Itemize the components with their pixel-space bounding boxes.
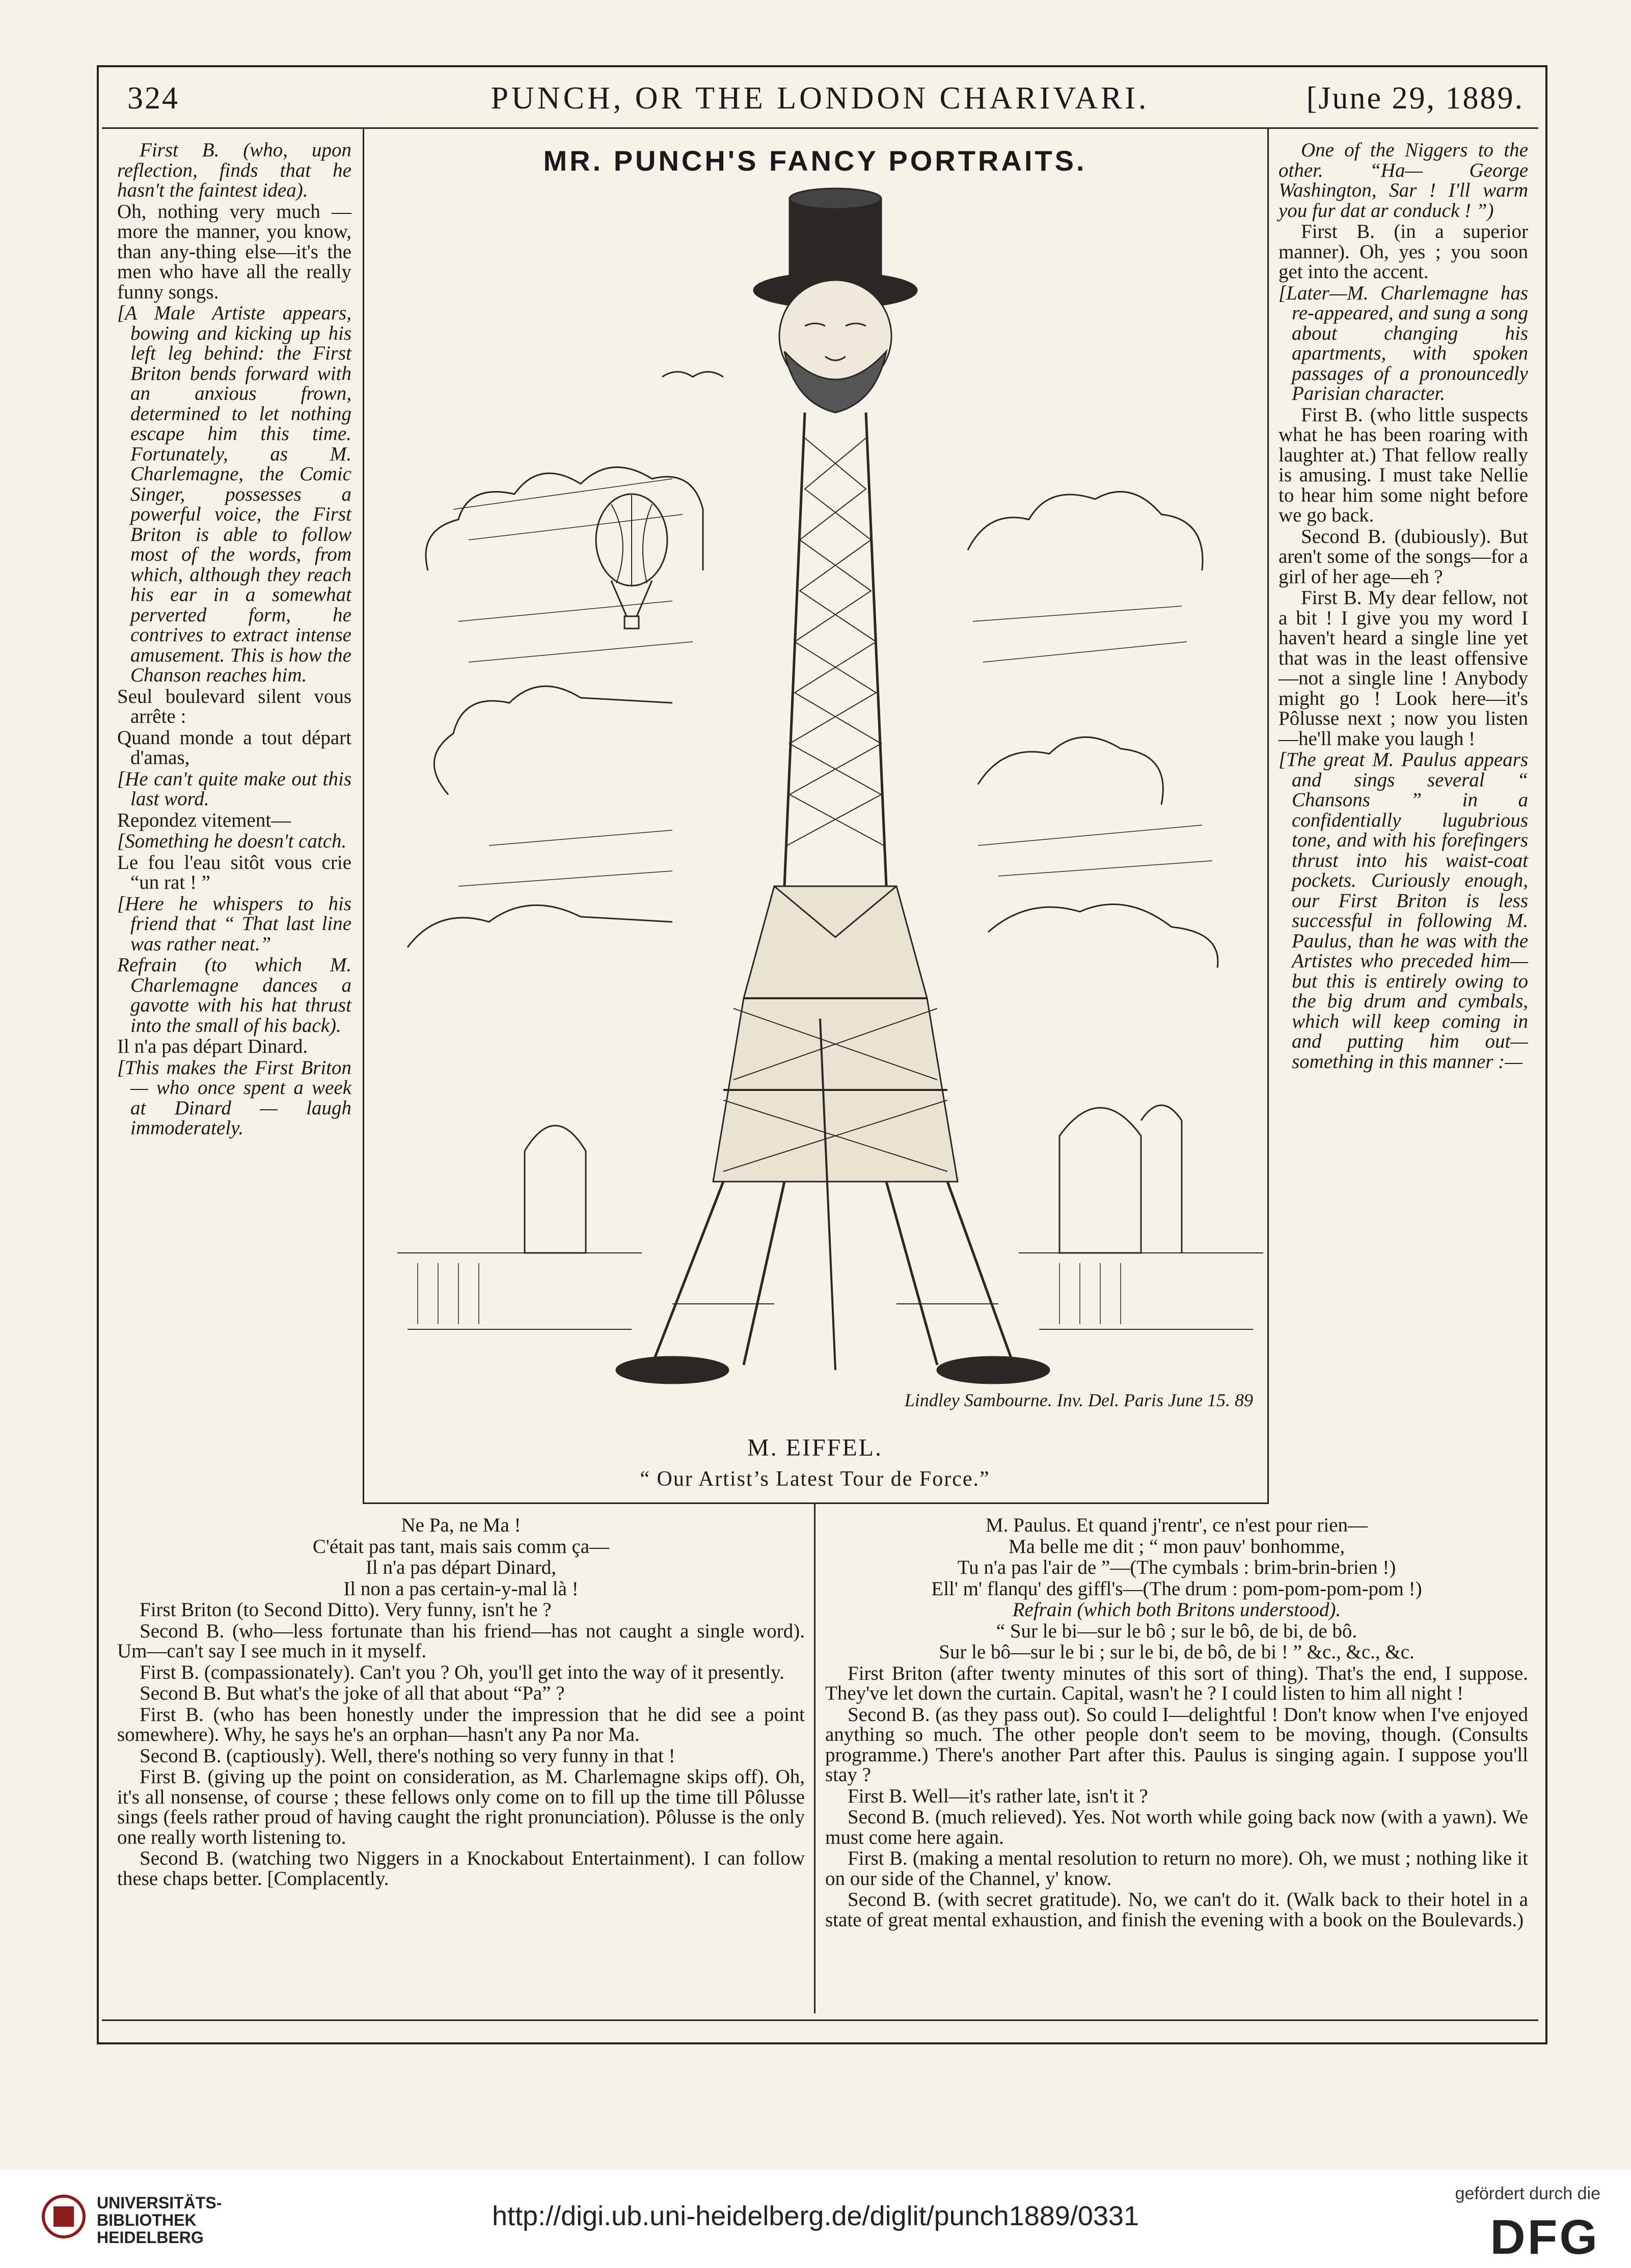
bottom-right-paragraph: First B. (making a mental resolution to return no more). Oh, we must ; nothing like it on our side of the Channel, y' know. xyxy=(825,1847,1528,1890)
bottom-right-paragraph: Refrain (which both Britons understood). xyxy=(1012,1599,1341,1621)
sponsor-label: gefördert durch die xyxy=(1455,2184,1600,2203)
bottom-left-column xyxy=(117,1515,805,1890)
bottom-right-paragraph: Ell' m' flanqu' des giffl's—(The drum : pom-pom-pom-pom !) xyxy=(931,1577,1422,1600)
bottom-left-paragraph: Ne Pa, ne Ma ! xyxy=(401,1514,521,1536)
eiffel-caricature xyxy=(387,183,1263,1385)
source-url[interactable]: http://digi.ub.uni-heidelberg.de/diglit/punch1889/0331 xyxy=(492,2201,1139,2231)
right-column-paragraph: [Later—M. Charlemagne has re-appeared, and sung a song about changing his apartments, with spoken passages of a pronouncedly Parisian character. xyxy=(1279,282,1528,404)
library-name-line1: UNIVERSITÄTS- xyxy=(97,2194,222,2212)
bottom-left-paragraph: Il non a pas certain-y-mal là ! xyxy=(343,1577,579,1600)
bottom-right-paragraph: “ Sur le bi—sur le bô ; sur le bô, de bi, de bô. xyxy=(996,1620,1357,1642)
bottom-left-paragraph: Second B. But what's the joke of all that about “Pa” ? xyxy=(140,1682,565,1704)
left-column-paragraph: [Here he whispers to his friend that “ That last line was rather neat.” xyxy=(117,892,351,955)
left-column-paragraph: [This makes the First Briton — who once spent a week at Dinard — laugh immoderately. xyxy=(117,1056,351,1139)
right-column-paragraph: First B. (who little suspects what he has been roaring with laughter at.) That fellow really is amusing. I must take Nellie to hear him some night before we go back. xyxy=(1279,403,1528,526)
bottom-left-paragraph: First B. (who has been honestly under the impression that he did see a point somewhere). Why, he says he's an orphan—hasn't any Pa nor Ma. xyxy=(117,1703,805,1745)
left-column-paragraph: Repondez vitement— xyxy=(117,809,291,831)
left-column-paragraph: Il n'a pas départ Dinard. xyxy=(117,1035,308,1057)
library-name-line2: BIBLIOTHEK xyxy=(97,2211,197,2229)
page-number: 324 xyxy=(127,81,179,116)
bottom-right-paragraph: Second B. (as they pass out). So could I—delightful ! Don't know when I've enjoyed anything so much. The other people don't seem to be moving, though. (Consults programme.) There's another Part after this. Paulus is singing again. I suppose you'll stay ? xyxy=(825,1703,1528,1786)
left-column-paragraph: Seul boulevard silent vous arrête : xyxy=(117,685,351,727)
bottom-right-paragraph: Second B. (much relieved). Yes. Not worth while going back now (with a yawn). We must come here again. xyxy=(825,1806,1528,1848)
left-column-paragraph: Le fou l'eau sitôt vous crie “un rat ! ” xyxy=(117,851,351,893)
portrait-subtitle: “ Our Artist’s Latest Tour de Force.” xyxy=(640,1467,990,1491)
bottom-right-paragraph: M. Paulus. Et quand j'rentr', ce n'est pour rien— xyxy=(985,1514,1368,1536)
right-column-paragraph: One of the Niggers to the other. “Ha— George Washington, Sar ! I'll warm you fur dat ar conduck ! ”) xyxy=(1279,139,1528,222)
right-column-paragraph: [The great M. Paulus appears and sings several “ Chansons ” in a confidentially lugubrious tone, and with his forefingers thrust into his waist-coat pockets. Curiously enough, our First Briton is less successful in following M. Paulus, than he was with the Artistes who preceded him—but this is entirely owing to the big drum and cymbals, which will keep coming in and putting him out— something in this manner :— xyxy=(1279,749,1528,1073)
left-column-paragraph: [Something he doesn't catch. xyxy=(117,830,347,852)
right-column-paragraph: First B. (in a superior manner). Oh, yes ; you soon get into the accent. xyxy=(1279,221,1528,283)
portrait-title: MR. PUNCH'S FANCY PORTRAITS. xyxy=(543,145,1087,177)
bottom-right-paragraph: Tu n'a pas l'air de ”—(The cymbals : brim-brin-brien !) xyxy=(957,1556,1396,1578)
issue-date: [June 29, 1889. xyxy=(1306,81,1524,116)
right-column-paragraph: First B. My dear fellow, not a bit ! I give you my word I haven't heard a single line yet that was in the least offensive—not a single line ! Anybody might go ! Look here—it's Pôlusse next ; now you listen—he'll make you laugh ! xyxy=(1279,587,1528,750)
bottom-right-column xyxy=(825,1515,1528,1931)
right-column xyxy=(1279,140,1528,1073)
bottom-left-paragraph: First B. (compassionately). Can't you ? Oh, you'll get into the way of it presently. xyxy=(140,1661,784,1683)
left-column-paragraph: First B. (who, upon reflection, finds that he hasn't the faintest idea). xyxy=(117,139,351,201)
portrait-subject: M. EIFFEL. xyxy=(747,1434,883,1461)
left-column-paragraph: Refrain (to which M. Charlemagne dances a gavotte with his hat thrust into the small of his back). xyxy=(117,954,351,1036)
bottom-left-paragraph: Second B. (watching two Niggers in a Knockabout Entertainment). I can follow these chaps better. [Complacently. xyxy=(117,1847,805,1890)
bottom-right-paragraph: First Briton (after twenty minutes of this sort of thing). That's the end, I suppose. They've let down the curtain. Capital, wasn't he ? I could listen to him all night ! xyxy=(825,1662,1528,1704)
portrait-right-rule xyxy=(1267,129,1269,1504)
digitization-footer xyxy=(0,2170,1631,2268)
bottom-left-paragraph: First Briton (to Second Ditto). Very funny, isn't he ? xyxy=(140,1599,552,1621)
artist-signature: Lindley Sambourne. Inv. Del. Paris June 15. 89 xyxy=(904,1390,1253,1410)
sponsor-logo: DFG xyxy=(1490,2210,1599,2264)
bottom-right-paragraph: Second B. (with secret gratitude). No, we can't do it. (Walk back to their hotel in a state of great mental exhaustion, and finish the evening with a book on the Boulevards.) xyxy=(825,1889,1528,1931)
bottom-left-paragraph: First B. (giving up the point on consideration, as M. Charlemagne skips off). Oh, it's all nonsense, of course ; these fellows only come on to fill up the time till Pôlusse sings (feels rather proud of having caught the right pronunciation). Pôlusse is the only one really worth listening to. xyxy=(117,1766,805,1848)
bottom-right-paragraph: First B. Well—it's rather late, isn't it ? xyxy=(848,1785,1148,1807)
header-rule xyxy=(102,127,1538,129)
portrait-bottom-rule xyxy=(363,1502,1269,1504)
publication-title: PUNCH, OR THE LONDON CHARIVARI. xyxy=(491,81,1150,116)
library-name-line3: HEIDELBERG xyxy=(97,2228,204,2247)
right-column-paragraph: Second B. (dubiously). But aren't some of the songs—for a girl of her age—eh ? xyxy=(1279,525,1528,588)
left-column-paragraph: [He can't quite make out this last word. xyxy=(117,768,351,810)
portrait-left-rule xyxy=(363,129,364,1504)
bottom-left-paragraph: Second B. (captiously). Well, there's nothing so very funny in that ! xyxy=(140,1744,675,1767)
left-column-paragraph: [A Male Artiste appears, bowing and kicking up his left leg behind: the First Briton bends forward with an anxious frown, determined to let nothing escape him this time. Fortunately, as M. Charlemagne, the Comic Singer, possesses a powerful voice, the First Briton is able to follow most of the words, from which, although they reach his ear in a somewhat perverted form, he contrives to extract intense amusement. This is how the Chanson reaches him. xyxy=(117,302,351,686)
bottom-rule xyxy=(102,2019,1538,2021)
left-column xyxy=(117,140,351,1139)
bottom-left-paragraph: Second B. (who—less fortunate than his friend—has not caught a single word). Um—can't say I see much in it myself. xyxy=(117,1620,805,1662)
bottom-left-paragraph: C'était pas tant, mais sais comm ça— xyxy=(312,1535,610,1557)
bottom-column-rule xyxy=(814,1504,815,2013)
bottom-right-paragraph: Ma belle me dit ; “ mon pauv' bonhomme, xyxy=(1008,1535,1345,1557)
bottom-right-paragraph: Sur le bô—sur le bi ; sur le bi, de bô, de bi ! ” &c., &c., &c. xyxy=(939,1641,1415,1663)
left-column-paragraph: Quand monde a tout départ d'amas, xyxy=(117,726,351,769)
left-column-paragraph: Oh, nothing very much —more the manner, you know, than any-thing else—it's the men who have all the really funny songs. xyxy=(117,200,351,303)
bottom-left-paragraph: Il n'a pas départ Dinard, xyxy=(365,1556,557,1578)
